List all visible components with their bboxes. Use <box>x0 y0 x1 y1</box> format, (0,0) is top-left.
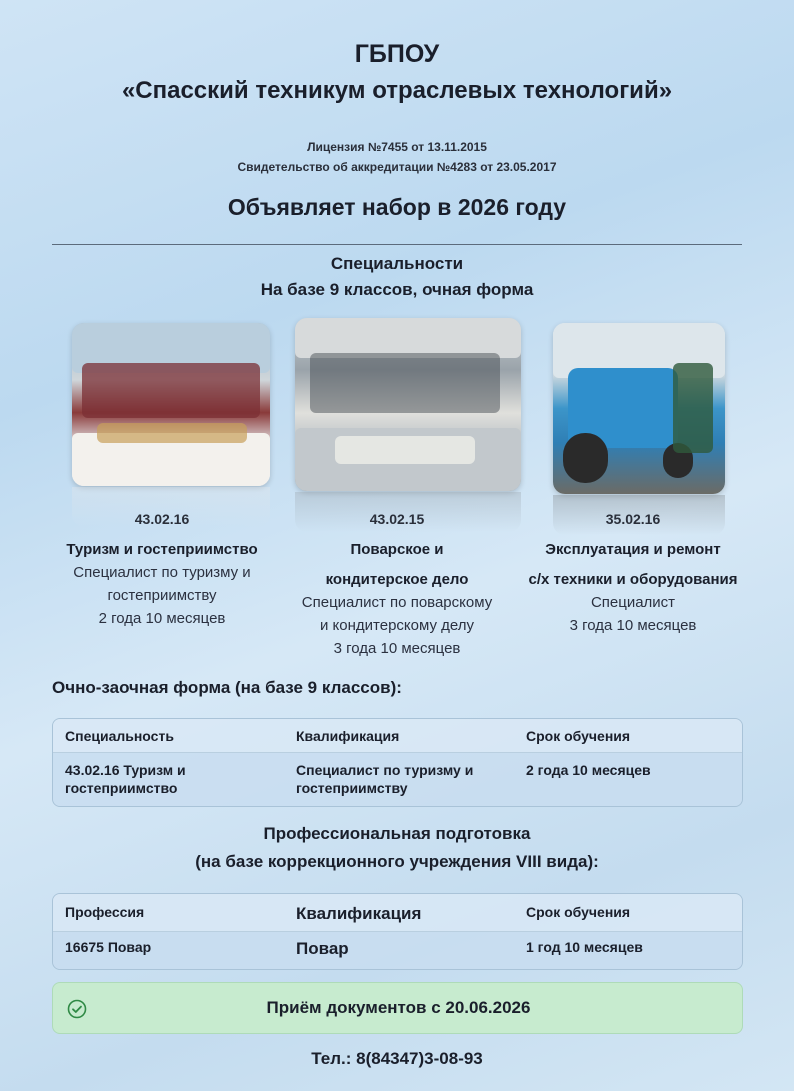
cell-line: гостеприимству <box>296 780 408 796</box>
specialty-code: 43.02.16 <box>134 511 190 527</box>
table-row <box>53 753 742 807</box>
specialty-qualification: и кондитерскому делу <box>320 617 474 634</box>
table-header-row <box>53 894 742 932</box>
org-type: ГБПОУ <box>354 40 440 68</box>
tourism-group-photo <box>72 323 270 486</box>
column-header: Специальность <box>65 728 174 744</box>
cell-line: гостеприимство <box>65 780 178 796</box>
tractor-photo <box>553 323 725 494</box>
license-text: Лицензия №7455 от 13.11.2015 <box>307 140 487 154</box>
column-header: Квалификация <box>296 904 422 923</box>
column-header: Срок обучения <box>526 904 631 920</box>
acceptance-banner <box>52 982 743 1034</box>
specialty-duration: 3 года 10 месяцев <box>569 617 697 634</box>
table-cell <box>65 761 285 797</box>
announcement-title: Объявляет набор в 2026 году <box>227 194 567 220</box>
professional-title: Профессиональная подготовка <box>263 824 531 843</box>
professional-subtitle: (на базе коррекционного учреждения VIII вида): <box>195 852 599 871</box>
specialty-qualification: гостеприимству <box>107 587 217 604</box>
specialty-name: кондитерское дело <box>325 571 469 588</box>
specialties-subtitle: На базе 9 классов, очная форма <box>260 280 534 299</box>
part-time-title: Очно-заочная форма (на базе 9 классов): <box>52 678 402 697</box>
acceptance-text: Приём документов с 20.06.2026 <box>266 998 531 1017</box>
specialty-qualification: Специалист по поварскому <box>301 594 493 611</box>
phone-number: Тел.: 8(84347)3-08-93 <box>311 1049 483 1068</box>
table-row <box>53 932 742 970</box>
table-cell: 2 года 10 месяцев <box>526 762 651 778</box>
table-cell <box>296 761 516 797</box>
specialty-name: Эксплуатация и ремонт <box>545 541 721 558</box>
professional-table <box>52 893 743 970</box>
specialty-duration: 3 года 10 месяцев <box>333 640 461 657</box>
org-name: «Спасский техникум отраслевых технологий» <box>121 77 673 104</box>
table-header-row <box>53 719 742 753</box>
cell-line: 43.02.16 Туризм и <box>65 762 186 778</box>
divider <box>52 244 742 245</box>
table-cell: Повар <box>296 939 349 958</box>
part-time-table <box>52 718 743 807</box>
specialty-name: с/х техники и оборудования <box>528 571 738 588</box>
column-header: Срок обучения <box>526 728 631 744</box>
specialty-name: Поварское и <box>350 541 444 558</box>
table-cell: 16675 Повар <box>65 939 152 955</box>
specialty-code: 35.02.16 <box>605 511 661 527</box>
specialty-machinery <box>522 508 744 637</box>
specialty-name: Туризм и гостеприимство <box>66 541 258 558</box>
specialty-duration: 2 года 10 месяцев <box>98 610 226 627</box>
specialty-code: 43.02.15 <box>369 511 425 527</box>
column-header: Профессия <box>65 904 145 920</box>
specialty-qualification: Специалист по туризму и <box>73 564 251 581</box>
column-header: Квалификация <box>296 728 400 744</box>
table-cell: 1 год 10 месяцев <box>526 939 643 955</box>
specialties-title: Специальности <box>330 254 464 273</box>
specialty-qualification: Специалист <box>590 594 676 611</box>
cell-line: Специалист по туризму и <box>296 762 474 778</box>
cooking-class-photo <box>295 318 521 491</box>
accreditation-text: Свидетельство об аккредитации №4283 от 23.05.2017 <box>237 160 557 174</box>
specialty-cooking <box>286 508 508 660</box>
specialty-tourism <box>52 508 272 630</box>
